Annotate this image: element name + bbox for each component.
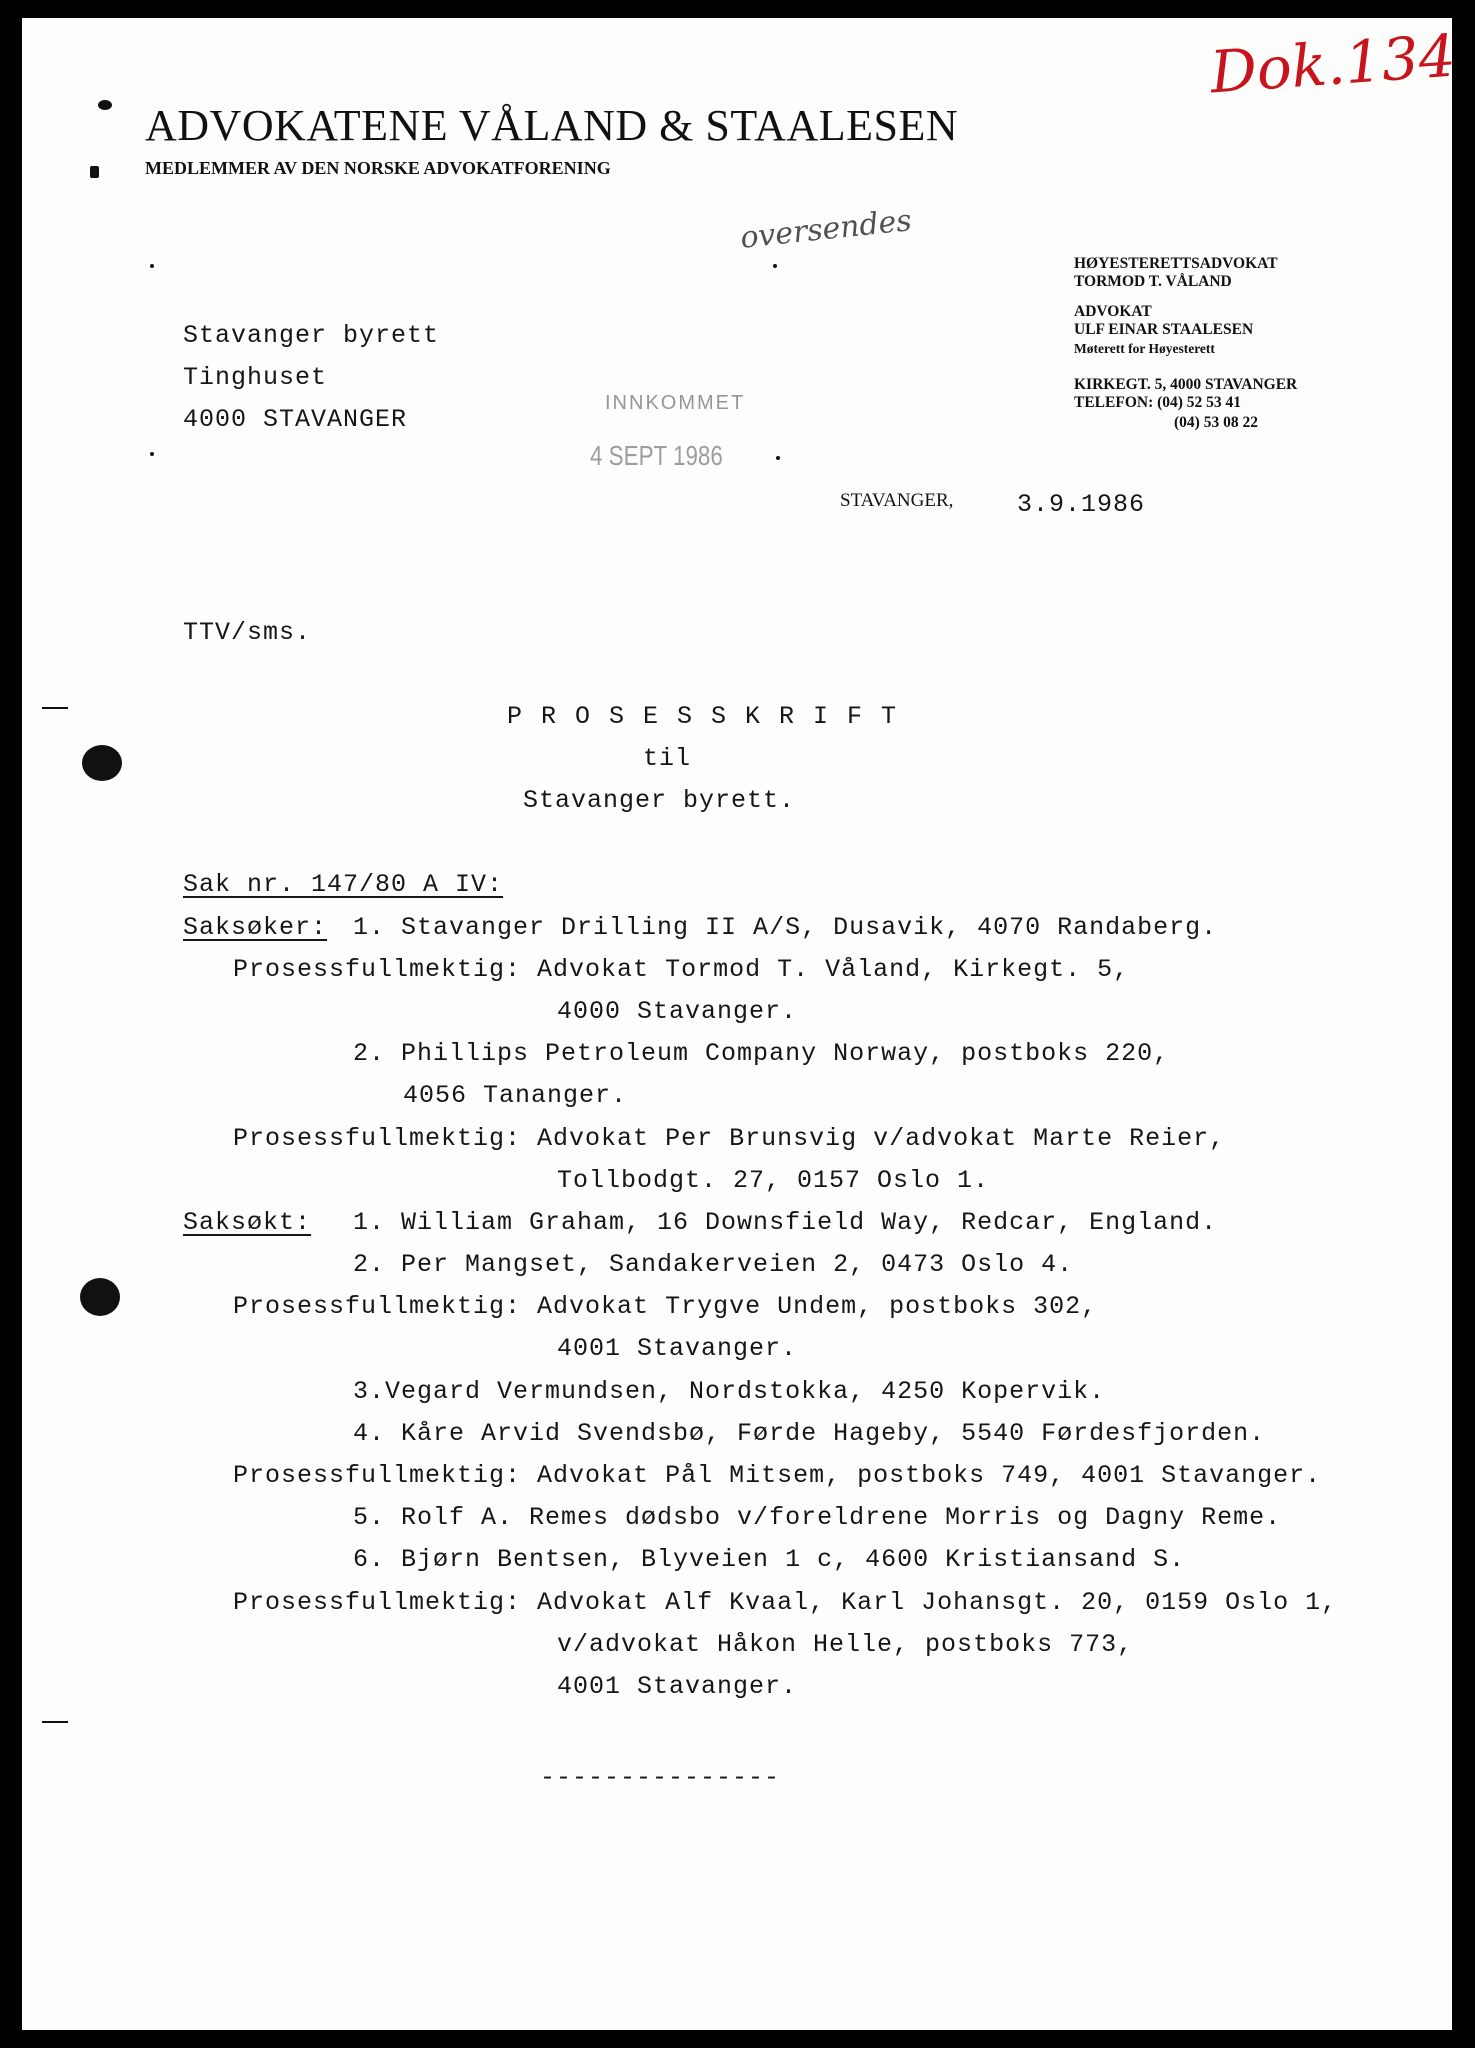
case-number: Sak nr. 147/80 A IV: (183, 870, 504, 899)
defendant-2: 2. Per Mangset, Sandakerveien 2, 0473 Oslo 4. (353, 1250, 1074, 1279)
right-note-2: Møterett for Høyesterett (1074, 341, 1215, 356)
defendant-6-attorney-cont-2: 4001 Stavanger. (557, 1672, 798, 1701)
speck (150, 452, 154, 456)
speck (773, 264, 777, 268)
recipient-line-1: Stavanger byrett (183, 321, 440, 350)
recipient-line-3: 4000 STAVANGER (183, 405, 408, 434)
defendant-1: 1. William Graham, 16 Downsfield Way, Redcar, England. (353, 1208, 1218, 1237)
recipient-line-2: Tinghuset (183, 363, 328, 392)
defendant-5: 5. Rolf A. Remes dødsbo v/foreldrene Morris og Dagny Reme. (353, 1503, 1282, 1532)
plaintiff-1: 1. Stavanger Drilling II A/S, Dusavik, 4070 Randaberg. (353, 913, 1218, 942)
right-title-1: HØYESTERETTSADVOKAT (1074, 255, 1278, 272)
plaintiff-2-attorney-cont: Tollbodgt. 27, 0157 Oslo 1. (557, 1166, 990, 1195)
heading-line-3: Stavanger byrett. (523, 786, 796, 815)
scan-mark (98, 100, 112, 110)
right-phone-1: TELEFON: (04) 52 53 41 (1074, 394, 1242, 411)
plaintiff-2-cont: 4056 Tananger. (403, 1081, 628, 1110)
handwritten-document-number: Dok.134 (1207, 21, 1458, 107)
reference: TTV/sms. (183, 618, 312, 647)
heading-line-2: til (643, 744, 692, 773)
defendant-6-attorney: Prosessfullmektig: Advokat Alf Kvaal, Karl Johansgt. 20, 0159 Oslo 1, (233, 1588, 1338, 1617)
defendant-2-attorney-cont: 4001 Stavanger. (557, 1334, 798, 1363)
received-stamp-date: 4 SEPT 1986 (590, 440, 723, 471)
received-stamp-label: INNKOMMET (605, 392, 746, 414)
handwritten-note: oversendes (738, 203, 914, 256)
defendant-6-attorney-cont: v/advokat Håkon Helle, postboks 773, (557, 1630, 1134, 1659)
plaintiff-2: 2. Phillips Petroleum Company Norway, postboks 220, (353, 1039, 1170, 1068)
defendant-6: 6. Bjørn Bentsen, Blyveien 1 c, 4600 Kristiansand S. (353, 1545, 1186, 1574)
place: STAVANGER, (840, 490, 954, 511)
defendant-4-attorney: Prosessfullmektig: Advokat Pål Mitsem, postboks 749, 4001 Stavanger. (233, 1461, 1322, 1490)
speck (150, 264, 154, 268)
separator: --------------- (540, 1763, 781, 1792)
firm-name: ADVOKATENE VÅLAND & STAALESEN (145, 101, 959, 150)
fold-mark (42, 1721, 68, 1723)
plaintiff-2-attorney: Prosessfullmektig: Advokat Per Brunsvig v/advokat Marte Reier, (233, 1124, 1226, 1153)
plaintiff-label: Saksøker: (183, 913, 328, 942)
defendant-2-attorney: Prosessfullmektig: Advokat Trygve Undem, postboks 302, (233, 1292, 1098, 1321)
plaintiff-1-attorney: Prosessfullmektig: Advokat Tormod T. Våland, Kirkegt. 5, (233, 955, 1130, 984)
scan-mark (90, 166, 99, 178)
right-title-2: ADVOKAT (1074, 303, 1152, 320)
punch-hole (82, 745, 122, 781)
punch-hole (80, 1278, 120, 1316)
right-name-1: TORMOD T. VÅLAND (1074, 273, 1232, 290)
fold-mark (42, 707, 68, 709)
right-phone-2: (04) 53 08 22 (1174, 414, 1258, 431)
defendant-3: 3.Vegard Vermundsen, Nordstokka, 4250 Kopervik. (353, 1377, 1106, 1406)
date: 3.9.1986 (1017, 490, 1146, 519)
plaintiff-1-attorney-cont: 4000 Stavanger. (557, 997, 798, 1026)
heading-title: P R O S E S S K R I F T (507, 702, 899, 731)
right-address: KIRKEGT. 5, 4000 STAVANGER (1074, 376, 1298, 393)
defendant-4: 4. Kåre Arvid Svendsbø, Førde Hageby, 5540 Førdesfjorden. (353, 1419, 1266, 1448)
firm-subtitle: MEDLEMMER AV DEN NORSKE ADVOKATFORENING (145, 158, 611, 178)
speck (776, 456, 780, 460)
right-name-2: ULF EINAR STAALESEN (1074, 321, 1254, 338)
defendant-label: Saksøkt: (183, 1208, 312, 1237)
